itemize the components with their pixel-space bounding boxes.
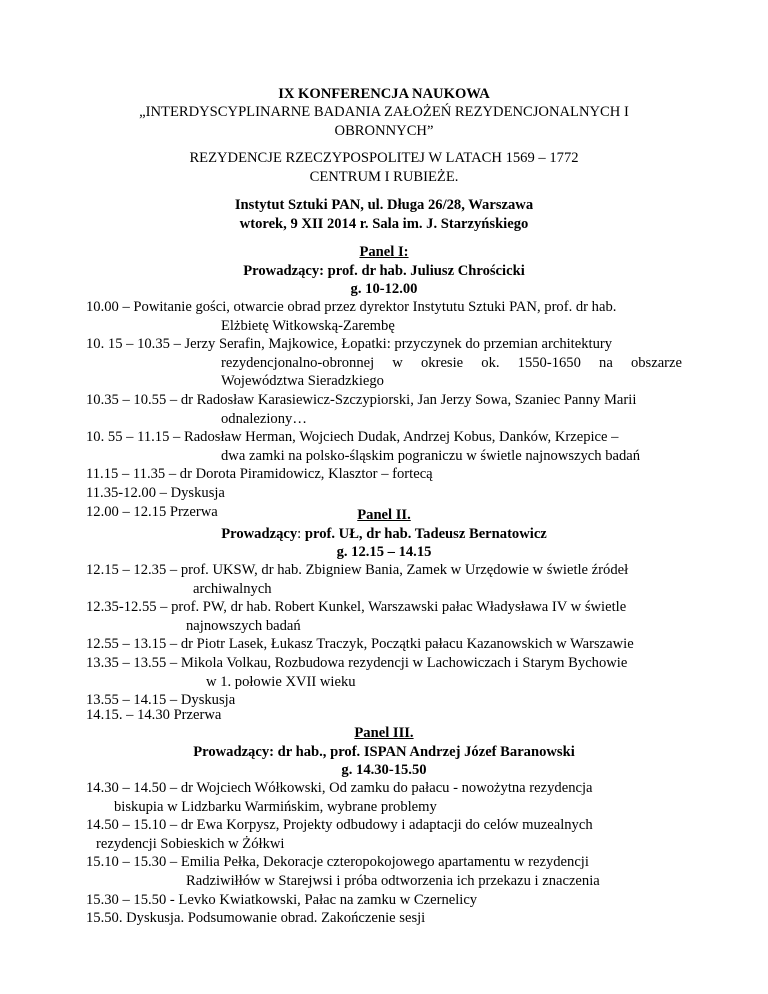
panel-1-program	[86, 298, 682, 521]
panel-3-program	[86, 779, 682, 928]
panel-2-time: g. 12.15 – 14.15	[336, 544, 432, 561]
program-item: 12.00 – 12.15 Przerwa	[86, 503, 218, 520]
program-item: 10. 15 – 10.35 – Jerzy Serafin, Majkowice, Łopatki: przyczynek do przemian architektury rezydencjonalno-obronnej w okresie ok. 1550-1650 na obszarze Województwa Sieradzkiego	[86, 336, 682, 390]
conference-venue	[0, 196, 768, 233]
conference-subtitle	[0, 149, 768, 186]
panel-1-time: g. 10-12.00	[350, 281, 418, 298]
panel-3-header	[0, 724, 768, 780]
panel-1-chair: Prowadzący: prof. dr hab. Juliusz Chrościcki	[243, 262, 525, 279]
panel-1-title: Panel I:	[359, 244, 409, 260]
panel-2-break: 14.15. – 14.30 Przerwa	[86, 707, 222, 723]
program-item: 10.35 – 10.55 – dr Radosław Karasiewicz-Szczypiorski, Jan Jerzy Sowa, Szaniec Panny Marii odnaleziony…	[86, 391, 637, 427]
program-item: 14.30 – 14.50 – dr Wojciech Wółkowski, Od zamku do pałacu - nowożytna rezydencja biskupia w Lidzbarku Warmińskim, wybrane problemy	[86, 780, 593, 815]
panel-2-title: Panel II.	[357, 507, 411, 523]
panel-2-chair: Prowadzący: prof. UŁ, dr hab. Tadeusz Bernatowicz	[221, 525, 547, 542]
program-item: 12.15 – 12.35 – prof. UKSW, dr hab. Zbigniew Bania, Zamek w Urzędowie w świetle źródeł archiwalnych	[86, 562, 629, 597]
program-item: 12.35-12.55 – prof. PW, dr hab. Robert Kunkel, Warszawski pałac Władysława IV w świetle najnowszych badań	[86, 599, 627, 634]
panel-1-header	[0, 243, 768, 299]
program-item: 10. 55 – 11.15 – Radosław Herman, Wojciech Dudak, Andrzej Kobus, Danków, Krzepice – dwa zamki na polsko-śląskim pograniczu w świetle najnowszych badań	[86, 429, 641, 464]
subtitle-line-1: REZYDENCJE RZECZYPOSPOLITEJ W LATACH 1569 – 1772	[189, 150, 579, 166]
venue-line-1: Instytut Sztuki PAN, ul. Długa 26/28, Warszawa	[234, 197, 534, 213]
panel-2-header	[0, 506, 768, 562]
program-item: 15.10 – 15.30 – Emilia Pełka, Dekoracje czteropokojowego apartamentu w rezydencji Radziwiłłów w Starejwsi i próba odtworzenia ich przekazu i znaczenia	[86, 854, 600, 889]
panel-2-chair-label: Prowadzący	[221, 525, 298, 542]
panel-3-chair: Prowadzący: dr hab., prof. ISPAN Andrzej Józef Baranowski	[193, 743, 575, 760]
program-item: 15.30 – 15.50 - Levko Kwiatkowski, Pałac na zamku w Czernelicy	[86, 891, 478, 908]
conference-theme	[0, 103, 768, 140]
panel-3-title: Panel III.	[354, 725, 414, 741]
panel-2-chair-text: prof. UŁ, dr hab. Tadeusz Bernatowicz	[301, 525, 547, 542]
program-item: 12.55 – 13.15 – dr Piotr Lasek, Łukasz Traczyk, Początki pałacu Kazanowskich w Warszawie	[86, 636, 634, 653]
program-item: 13.35 – 13.55 – Mikola Volkau, Rozbudowa rezydencji w Lachowiczach i Starym Bychowie w 1. połowie XVII wieku	[86, 654, 628, 690]
program-item: 10.00 – Powitanie gości, otwarcie obrad przez dyrektor Instytutu Sztuki PAN, prof. dr hab. Elżbietę Witkowską-Zarembę	[86, 299, 617, 334]
program-item: 14.50 – 15.10 – dr Ewa Korpysz, Projekty odbudowy i adaptacji do celów muzealnych rezydencji Sobieskich w Żółkwi	[86, 817, 593, 852]
conference-title	[0, 85, 768, 104]
panel-3-time: g. 14.30-15.50	[341, 762, 427, 779]
theme-line-2: OBRONNYCH”	[334, 122, 434, 139]
subtitle-line-2: CENTRUM I RUBIEŻE.	[309, 168, 459, 185]
program-item: 11.15 – 11.35 – dr Dorota Piramidowicz, Klasztor – fortecą	[86, 466, 433, 483]
theme-line-1: „INTERDYSCYPLINARNE BADANIA ZAŁOŻEŃ REZYDENCJONALNYCH I	[139, 104, 629, 120]
program-item: 15.50. Dyskusja. Podsumowanie obrad. Zakończenie sesji	[86, 910, 426, 927]
program-item: 13.55 – 14.15 – Dyskusja	[86, 692, 236, 709]
panel-2-program	[86, 561, 682, 710]
title-line-1: IX KONFERENCJA NAUKOWA	[278, 86, 490, 102]
venue-line-2: wtorek, 9 XII 2014 r. Sala im. J. Starzyńskiego	[239, 215, 529, 232]
program-item: 11.35-12.00 – Dyskusja	[86, 484, 225, 501]
